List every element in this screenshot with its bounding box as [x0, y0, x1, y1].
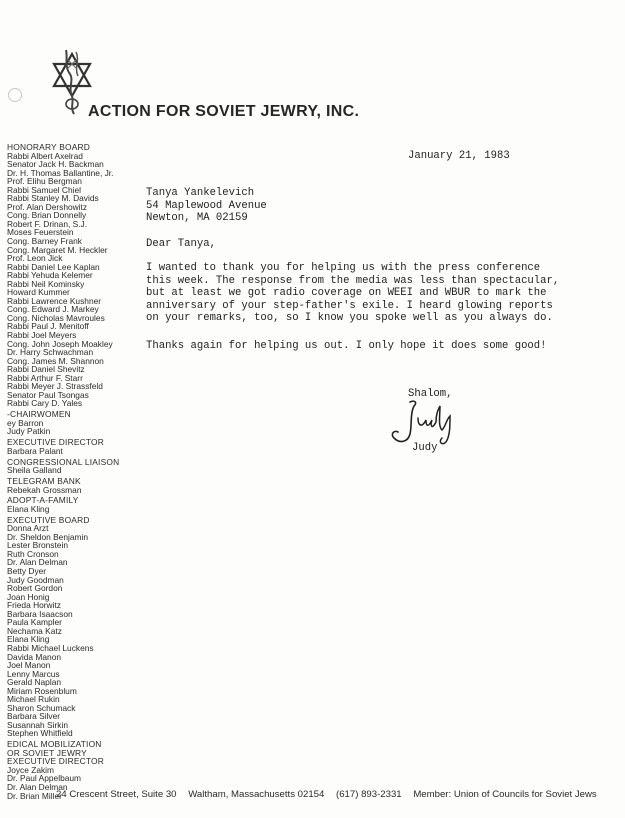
footer-city: Waltham, Massachusetts 02154: [188, 789, 325, 800]
salutation: Dear Tanya,: [146, 238, 216, 250]
sidebar-member-name: Rabbi Lawrence Kushner: [7, 295, 102, 306]
sidebar-member-name: Cong. Barney Frank: [7, 236, 82, 247]
sidebar-member-name: Robert F. Drinan, S.J.: [7, 218, 88, 229]
sidebar-group: [7, 496, 147, 513]
sidebar-member-name: Moses Feuerstein: [7, 227, 74, 238]
sidebar-member-name: Sheila Galland: [7, 465, 62, 476]
sidebar-member-name: Paula Kampler: [7, 617, 62, 628]
sidebar-member-name: Rabbi Meyer J. Strassfeld: [7, 381, 103, 392]
sidebar-member-name: Dr. Paul Appelbaum: [7, 773, 82, 784]
letterhead-footer: [56, 789, 606, 800]
sidebar-member-name: Donna Arzt: [7, 523, 49, 534]
sidebar-member-name: Joyce Zakim: [7, 764, 55, 775]
sidebar-heading: HONORARY BOARD: [7, 142, 90, 152]
sidebar-member-name: Prof. Elihu Bergman: [7, 176, 82, 187]
sidebar-member-name: Senator Paul Tsongas: [7, 389, 89, 400]
sidebar-member-name: Barbara Silver: [7, 711, 61, 722]
sidebar-member-name: Howard Kummer: [7, 287, 70, 298]
sidebar-group: [7, 143, 147, 408]
sidebar-member-name: Rabbi Daniel Shevitz: [7, 364, 85, 375]
letter-date: January 21, 1983: [408, 150, 510, 162]
board-members-sidebar: [7, 143, 147, 800]
sidebar-member-name: Cong. John Joseph Moakley: [7, 338, 113, 349]
body-line: but at least we got radio coverage on WEEI and WBUR to mark the: [146, 287, 547, 300]
recipient-city: Newton, MA 02159: [146, 212, 248, 225]
sidebar-member-name: Rabbi Stanley M. Davids: [7, 193, 99, 204]
sidebar-heading: EXECUTIVE DIRECTOR: [7, 756, 104, 767]
sidebar-member-name: Joel Manon: [7, 660, 51, 671]
sidebar-member-name: Rabbi Cary D. Yales: [7, 398, 83, 409]
sidebar-member-name: Rabbi Daniel Lee Kaplan: [7, 261, 100, 272]
sidebar-member-name: Dr. Sheldon Benjamin: [7, 531, 89, 542]
sidebar-member-name: Elana Kling: [7, 503, 50, 514]
sidebar-member-name: Rebekah Grossman: [7, 484, 82, 495]
sidebar-member-name: Cong. Brian Donnelly: [7, 210, 87, 221]
sidebar-member-name: Prof. Leon Jick: [7, 253, 63, 264]
sidebar-member-name: Lenny Marcus: [7, 668, 60, 679]
sidebar-member-name: Lester Bronstein: [7, 540, 68, 551]
sidebar-member-name: Rabbi Paul J. Menitoff: [7, 321, 89, 332]
thanks-line: Thanks again for helping us out. I only hope it does some good!: [146, 340, 547, 352]
sidebar-heading: TELEGRAM BANK: [7, 475, 81, 486]
sidebar-member-name: Rabbi Neil Kominsky: [7, 278, 85, 289]
footer-address: 24 Crescent Street, Suite 30: [56, 789, 177, 800]
sidebar-member-name: Barbara Palant: [7, 445, 63, 456]
sidebar-member-name: Rabbi Arthur F. Starr: [7, 372, 83, 383]
sidebar-member-name: Gerald Naplan: [7, 677, 62, 688]
sidebar-heading: EXECUTIVE DIRECTOR: [7, 437, 104, 448]
body-line: this week. The response from the media was less than spectacular,: [146, 274, 560, 287]
closing: Shalom,: [408, 388, 453, 400]
recipient-street: 54 Maplewood Avenue: [146, 199, 267, 212]
sidebar-group: [7, 477, 147, 494]
sidebar-member-name: Nechama Katz: [7, 625, 62, 636]
sidebar-member-name: Elana Kling: [7, 634, 50, 645]
sidebar-member-name: Stephen Whitfield: [7, 728, 73, 739]
body-paragraph: [146, 262, 566, 325]
sidebar-member-name: Michael Rukin: [7, 694, 60, 705]
sidebar-member-name: Barbara Isaacson: [7, 608, 73, 619]
sidebar-group: [7, 410, 147, 436]
sidebar-member-name: Judy Goodman: [7, 574, 64, 585]
sidebar-member-name: Ruth Cronson: [7, 548, 59, 559]
body-line: I wanted to thank you for helping us with the press conference: [146, 262, 541, 274]
sidebar-heading: EXECUTIVE BOARD: [7, 514, 90, 525]
sidebar-member-name: Davida Manon: [7, 651, 62, 662]
sidebar-member-name: Rabbi Samuel Chiel: [7, 184, 82, 195]
sidebar-member-name: Susannah Sirkin: [7, 719, 68, 730]
recipient-name: Tanya Yankelevich: [146, 187, 255, 199]
organization-name: ACTION FOR SOVIET JEWRY, INC.: [88, 103, 360, 120]
sidebar-member-name: Rabbi Yehuda Kelemer: [7, 270, 93, 281]
recipient-address: [146, 187, 267, 225]
sidebar-heading: EDICAL MOBILIZATION: [7, 739, 102, 750]
sidebar-member-name: Dr. Harry Schwachman: [7, 347, 94, 358]
sidebar-member-name: Rabbi Albert Axelrad: [7, 150, 83, 161]
body-line: on your remarks, too, so I know you spoke well as you always do.: [146, 312, 553, 325]
sidebar-member-name: Dr. Brian Miller: [7, 790, 62, 801]
sidebar-member-name: Cong. Margaret M. Heckler: [7, 244, 108, 255]
sidebar-member-name: Joan Honig: [7, 591, 50, 602]
sidebar-member-name: Sharon Schumack: [7, 702, 76, 713]
sidebar-heading: -CHAIRWOMEN: [7, 409, 71, 420]
body-line: anniversary of your step-father's exile. I heard glowing reports: [146, 299, 553, 312]
sidebar-heading: OR SOVIET JEWRY: [7, 747, 87, 758]
sidebar-member-name: Prof. Alan Dershowitz: [7, 201, 88, 212]
sidebar-member-name: Rabbi Michael Luckens: [7, 642, 94, 653]
signer-name: Judy: [412, 442, 438, 454]
sidebar-member-name: Judy Patkin: [7, 426, 51, 437]
sidebar-member-name: Betty Dyer: [7, 566, 47, 577]
sidebar-group: [7, 458, 147, 475]
sidebar-member-name: Dr. Alan Delman: [7, 782, 68, 792]
footer-membership: Member: Union of Councils for Soviet Jews: [413, 789, 597, 800]
sidebar-heading: CONGRESSIONAL LIAISON: [7, 456, 120, 467]
sidebar-member-name: Robert Gordon: [7, 583, 63, 594]
sidebar-member-name: Cong. Nicholas Mavroules: [7, 312, 105, 323]
sidebar-group: [7, 516, 147, 738]
sidebar-member-name: Cong. Edward J. Markey: [7, 304, 99, 315]
sidebar-member-name: Frieda Horwitz: [7, 600, 61, 611]
sidebar-heading: ADOPT-A-FAMILY: [7, 495, 79, 506]
sidebar-group: [7, 438, 147, 455]
punch-hole-mark: [8, 88, 22, 102]
sidebar-member-name: Senator Jack H. Backman: [7, 159, 104, 170]
sidebar-member-name: Cong. James M. Shannon: [7, 355, 104, 366]
sidebar-member-name: Miriam Rosenblum: [7, 685, 77, 696]
sidebar-member-name: Dr. H. Thomas Ballantine, Jr.: [7, 167, 114, 178]
footer-phone: (617) 893-2331: [336, 789, 402, 800]
sidebar-member-name: Dr. Alan Delman: [7, 557, 68, 568]
sidebar-member-name: ey Barron: [7, 417, 44, 428]
sidebar-member-name: Rabbi Joel Meyers: [7, 330, 77, 341]
